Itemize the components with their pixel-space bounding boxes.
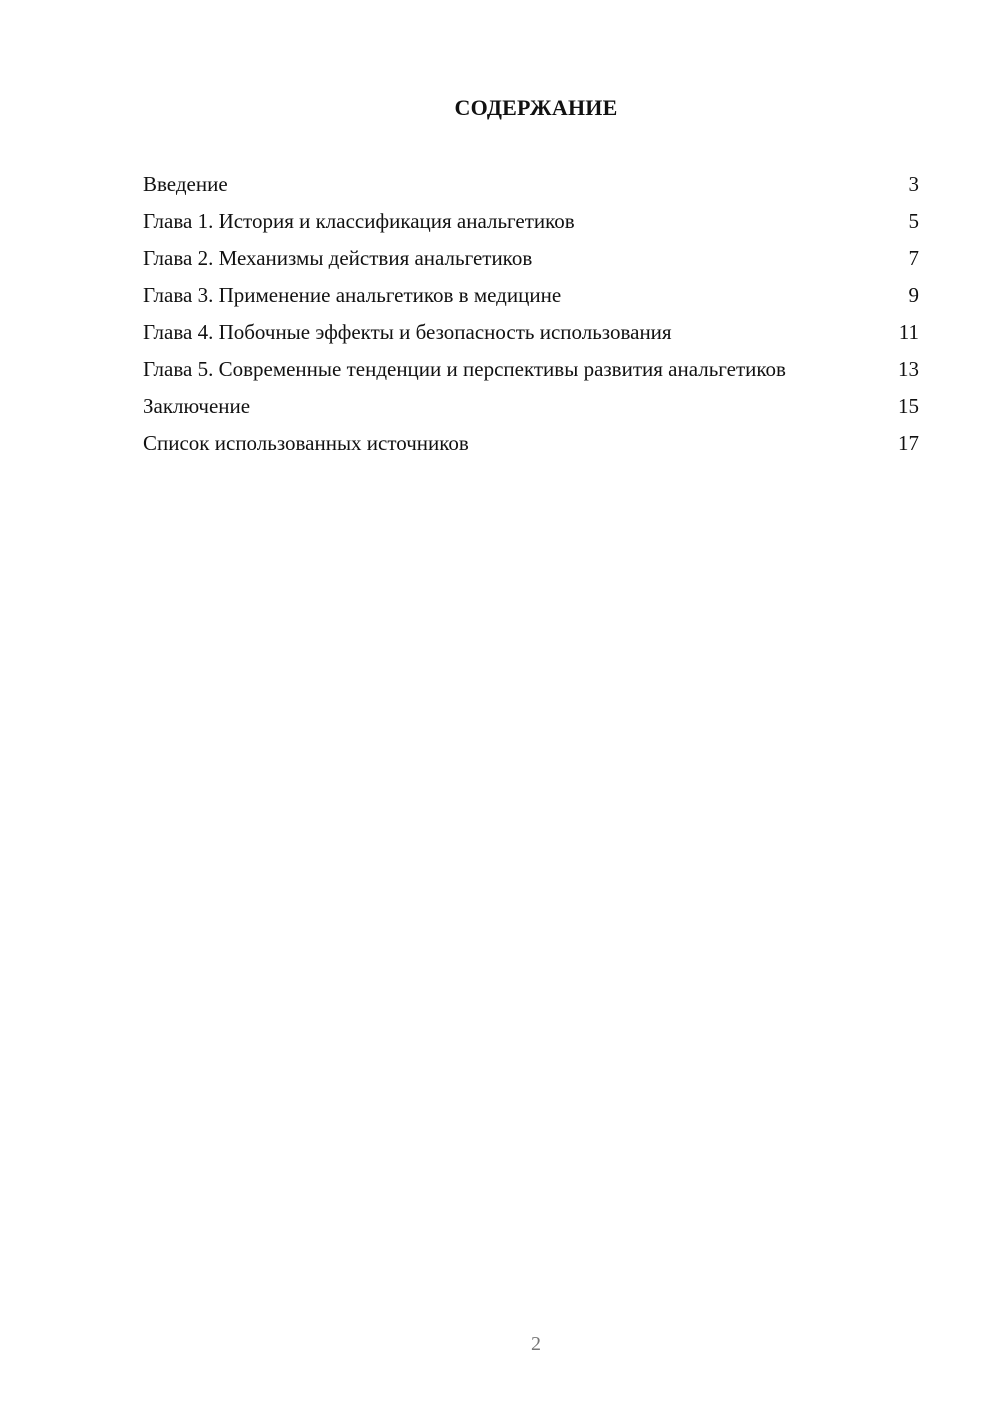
toc-entry <box>143 356 919 383</box>
toc-entry-title: Глава 4. Побочные эффекты и безопасность использования <box>143 320 672 344</box>
toc-entry-page: 11 <box>898 320 919 344</box>
page-title: СОДЕРЖАНИЕ <box>454 95 618 120</box>
toc-entry-page: 3 <box>908 172 919 196</box>
toc-entry-title: Глава 1. История и классификация анальгетиков <box>143 209 575 233</box>
toc-entry-page: 7 <box>908 246 919 270</box>
toc-entry <box>143 282 919 309</box>
toc-entry-page: 13 <box>898 357 919 381</box>
toc-entry <box>143 393 919 420</box>
toc-entry-title: Введение <box>143 172 228 196</box>
page-number: 2 <box>531 1333 541 1355</box>
toc-entry-page: 15 <box>898 394 919 418</box>
toc-entry <box>143 208 919 235</box>
toc-entry-title: Глава 3. Применение анальгетиков в медицине <box>143 283 562 307</box>
toc-entry-page: 17 <box>898 431 919 455</box>
toc-entry <box>143 319 919 346</box>
toc-entry-title: Заключение <box>143 394 251 418</box>
toc-entry-page: 5 <box>908 209 919 233</box>
toc-entry <box>143 430 919 457</box>
toc-entry <box>143 171 919 198</box>
toc-entry-title: Список использованных источников <box>143 431 469 455</box>
toc-entry <box>143 245 919 272</box>
toc-entry-title: Глава 5. Современные тенденции и перспективы развития анальгетиков <box>143 357 786 381</box>
toc-entry-title: Глава 2. Механизмы действия анальгетиков <box>143 246 533 270</box>
table-of-contents <box>143 171 919 467</box>
toc-entry-page: 9 <box>908 283 919 307</box>
